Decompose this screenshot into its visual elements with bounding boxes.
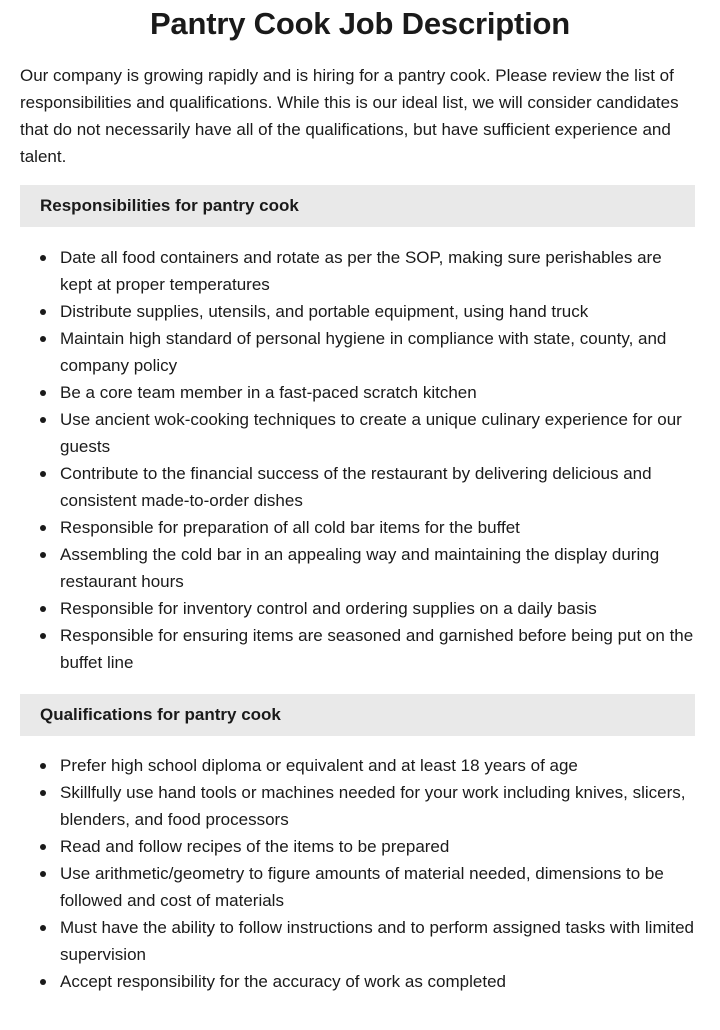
- bullet-icon: [40, 552, 46, 558]
- list-item: [40, 244, 696, 298]
- list-item-text: Responsible for preparation of all cold bar items for the buffet: [60, 518, 520, 537]
- bullet-icon: [40, 255, 46, 261]
- intro-paragraph: Our company is growing rapidly and is hiring for a pantry cook. Please review the list of responsibilities and qualifications. While this is our ideal list, we will consider candidates that do not necessarily have all of the qualifications, but have sufficient experience and talent.: [20, 66, 679, 166]
- bullet-icon: [40, 790, 46, 796]
- bullet-icon: [40, 336, 46, 342]
- list-item: [40, 406, 696, 460]
- list-item-text: Assembling the cold bar in an appealing way and maintaining the display during restaurant hours: [60, 545, 660, 591]
- list-item-text: Distribute supplies, utensils, and portable equipment, using hand truck: [60, 302, 589, 321]
- list-item: [40, 379, 696, 406]
- bullet-icon: [40, 471, 46, 477]
- list-item-text: Use arithmetic/geometry to figure amounts of material needed, dimensions to be followed and cost of materials: [60, 864, 664, 910]
- bullet-icon: [40, 417, 46, 423]
- list-item-text: Contribute to the financial success of the restaurant by delivering delicious and consistent made-to-order dishes: [60, 464, 652, 510]
- list-item-text: Skillfully use hand tools or machines needed for your work including knives, slicers, blenders, and food processors: [60, 783, 686, 829]
- list-item: [40, 595, 696, 622]
- list-item-text: Read and follow recipes of the items to be prepared: [60, 837, 450, 856]
- bullet-icon: [40, 925, 46, 931]
- responsibilities-list: [40, 244, 696, 676]
- list-item: [40, 514, 696, 541]
- list-item-text: Use ancient wok-cooking techniques to create a unique culinary experience for our guests: [60, 410, 682, 456]
- list-item: [40, 860, 696, 914]
- list-item: [40, 968, 696, 995]
- list-item: [40, 779, 696, 833]
- bullet-icon: [40, 633, 46, 639]
- bullet-icon: [40, 606, 46, 612]
- list-item-text: Be a core team member in a fast-paced scratch kitchen: [60, 383, 477, 402]
- responsibilities-heading: Responsibilities for pantry cook: [20, 185, 695, 227]
- list-item: [40, 622, 696, 676]
- list-item-text: Prefer high school diploma or equivalent and at least 18 years of age: [60, 756, 578, 775]
- bullet-icon: [40, 979, 46, 985]
- bullet-icon: [40, 390, 46, 396]
- qualifications-heading: Qualifications for pantry cook: [20, 694, 695, 736]
- list-item-text: Responsible for inventory control and ordering supplies on a daily basis: [60, 599, 597, 618]
- list-item: [40, 752, 696, 779]
- list-item: [40, 460, 696, 514]
- bullet-icon: [40, 525, 46, 531]
- bullet-icon: [40, 871, 46, 877]
- bullet-icon: [40, 309, 46, 315]
- page-title: Pantry Cook Job Description: [149, 6, 571, 41]
- list-item-text: Date all food containers and rotate as per the SOP, making sure perishables are kept at proper temperatures: [60, 248, 662, 294]
- list-item: [40, 833, 696, 860]
- list-item: [40, 914, 696, 968]
- bullet-icon: [40, 844, 46, 850]
- list-item: [40, 298, 696, 325]
- list-item-text: Maintain high standard of personal hygiene in compliance with state, county, and company policy: [60, 329, 667, 375]
- list-item-text: Accept responsibility for the accuracy of work as completed: [60, 972, 506, 991]
- qualifications-list: [40, 752, 696, 995]
- list-item-text: Responsible for ensuring items are seasoned and garnished before being put on the buffet line: [60, 626, 694, 672]
- list-item-text: Must have the ability to follow instructions and to perform assigned tasks with limited supervision: [60, 918, 695, 964]
- list-item: [40, 541, 696, 595]
- bullet-icon: [40, 763, 46, 769]
- list-item: [40, 325, 696, 379]
